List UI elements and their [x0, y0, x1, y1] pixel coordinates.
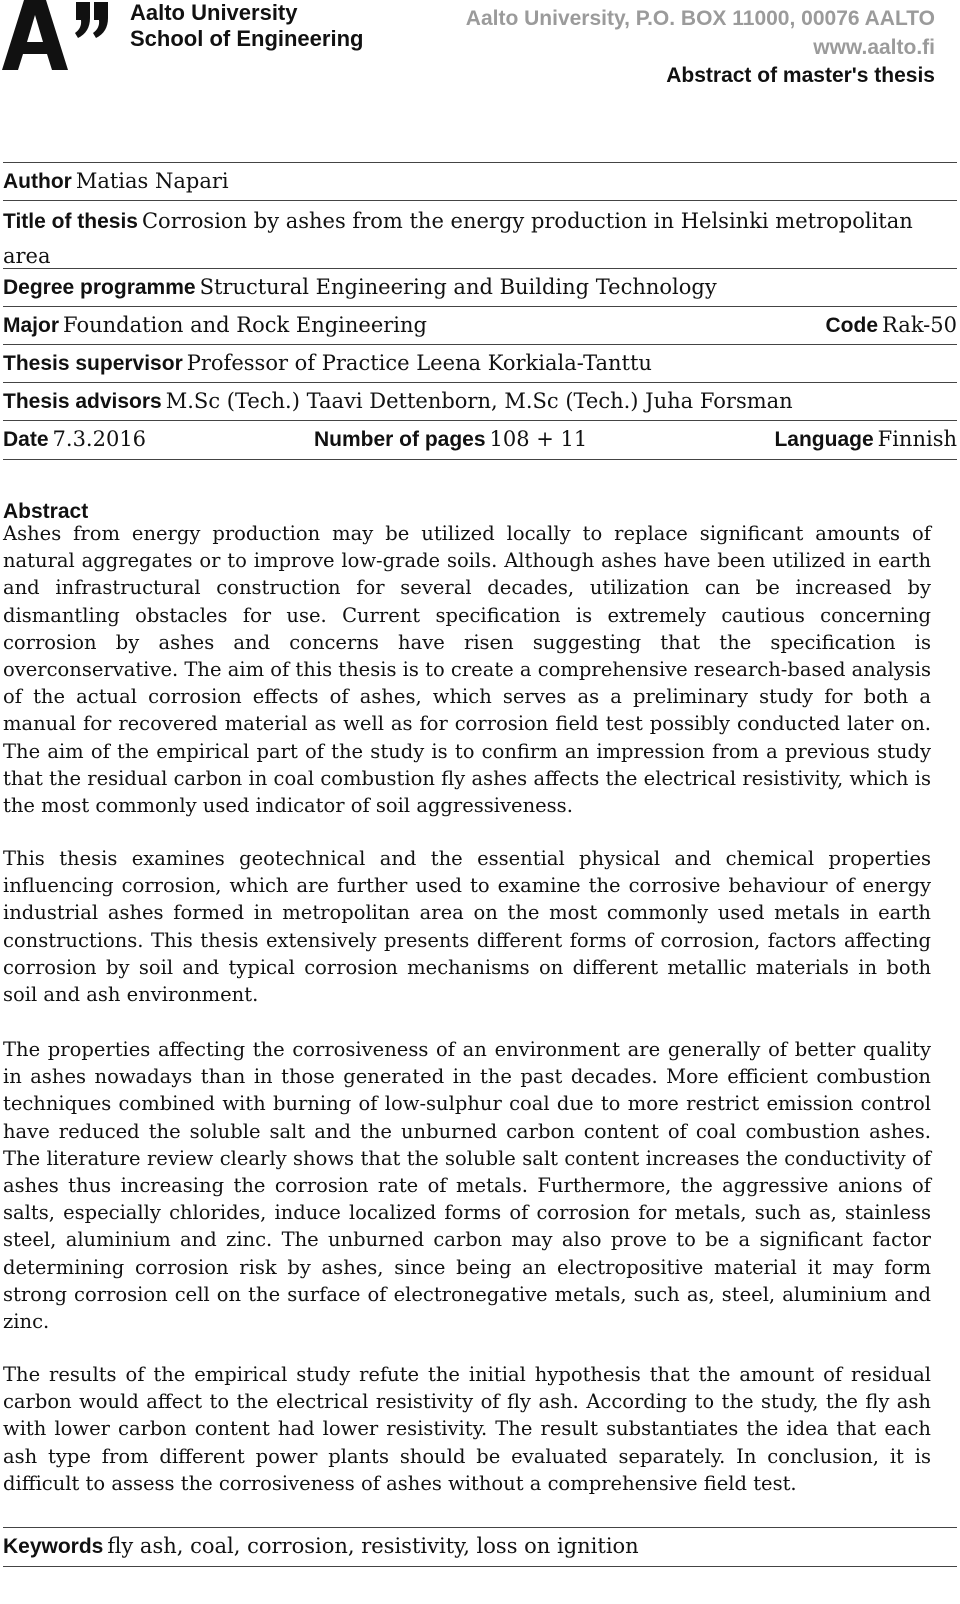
author-row: [3, 162, 957, 200]
keywords-row: [3, 1527, 957, 1567]
university-name: [130, 0, 363, 52]
date-pages-language-row: [3, 420, 957, 460]
title-value: Corrosion by ashes from the energy production in Helsinki metropolitan area: [3, 209, 913, 268]
university-line-1: Aalto University: [130, 0, 298, 25]
pages-value: 108 + 11: [489, 427, 588, 451]
advisors-value: M.Sc (Tech.) Taavi Dettenborn, M.Sc (Tech.) Juha Forsman: [165, 389, 793, 413]
abstract-paragraph-4: The results of the empirical study refute the initial hypothesis that the amount of residual carbon would affect to the electrical resistivity of fly ash. According to the study, the fly ash with lower carbon content had lower resistivity. The result substantiates the idea that each ash type from different power plants should be evaluated separately. In conclusion, it is difficult to assess the corrosiveness of ashes without a comprehensive field test.: [3, 1363, 931, 1495]
advisors-row: [3, 382, 957, 420]
language-value: Finnish: [877, 427, 957, 451]
title-label: Title of thesis: [3, 210, 138, 233]
code-value: Rak-50: [882, 313, 957, 337]
aalto-logo: [2, 0, 110, 72]
keywords-label: Keywords: [3, 1535, 104, 1558]
major-value: Foundation and Rock Engineering: [63, 313, 427, 337]
postal-address: Aalto University, P.O. BOX 11000, 00076 AALTO: [465, 7, 935, 30]
keywords-value: fly ash, coal, corrosion, resistivity, loss on ignition: [107, 1534, 639, 1558]
supervisor-label: Thesis supervisor: [3, 352, 183, 375]
title-row: [3, 200, 957, 268]
address-block: [466, 4, 935, 62]
abstract-paragraph-3: The properties affecting the corrosiveness of an environment are generally of better quality in ashes nowadays than in those generated in the past decades. More efficient combustion techniques combined with burning of low-sulphur coal due to more restrict emission control have reduced the soluble salt and the unburned carbon content of coal combustion ashes. The literature review clearly shows that the soluble salt content increases the conductivity of ashes thus increasing the corrosion rate of metals. Furthermore, the aggressive anions of salts, especially chlorides, induce localized forms of corrosion for metals, such as, stainless steel, aluminium and zinc. The unburned carbon may also prove to be a significant factor determining corrosion risk by ashes, since being an electropositive material it may form strong corrosion cell on the surface of electronegative metals, such as, steel, aluminium and zinc.: [3, 1038, 931, 1334]
degree-value: Structural Engineering and Building Technology: [199, 275, 717, 299]
advisors-label: Thesis advisors: [3, 390, 162, 413]
supervisor-row: [3, 344, 957, 382]
website-link[interactable]: www.aalto.fi: [813, 36, 935, 59]
date-label: Date: [3, 428, 49, 451]
code-label: Code: [825, 314, 878, 337]
document-type: Abstract of master's thesis: [666, 64, 935, 87]
degree-row: [3, 268, 957, 306]
date-value: 7.3.2016: [52, 427, 147, 451]
degree-label: Degree programme: [3, 276, 196, 299]
author-label: Author: [3, 170, 72, 193]
language-label: Language: [774, 428, 874, 451]
abstract-paragraph-2: This thesis examines geotechnical and the essential physical and chemical properties influencing corrosion, which are further used to examine the corrosive behaviour of energy industrial ashes formed in metropolitan area on the most commonly used metals in earth constructions. This thesis extensively presents different forms of corrosion, factors affecting corrosion by soil and typical corrosion mechanisms on different metallic materials in both soil and ash environment.: [3, 847, 931, 1007]
major-label: Major: [3, 314, 60, 337]
major-row: [3, 306, 957, 344]
abstract-heading: Abstract: [3, 500, 89, 523]
pages-label: Number of pages: [314, 428, 486, 451]
author-value: Matias Napari: [75, 169, 229, 193]
supervisor-value: Professor of Practice Leena Korkiala-Tanttu: [186, 351, 652, 375]
abstract-paragraph-1: Ashes from energy production may be utilized locally to replace significant amounts of natural aggregates or to improve low-grade soils. Although ashes have been utilized in earth and infrastructural construction for several decades, utilization can be increased by dismantling obstacles for use. Current specification is extremely cautious concerning corrosion by ashes and concerns have risen suggesting that the specification is overconservative. The aim of this thesis is to create a comprehensive research-based analysis of the actual corrosion effects of ashes, which serves as a preliminary study for both a manual for recovered material as well as for corrosion field test possibly conducted later on. The aim of the empirical part of the study is to confirm an impression from a previous study that the residual carbon in coal combustion fly ashes affects the electrical resistivity, which is the most commonly used indicator of soil aggressiveness.: [3, 522, 931, 818]
university-line-2: School of Engineering: [130, 26, 364, 51]
